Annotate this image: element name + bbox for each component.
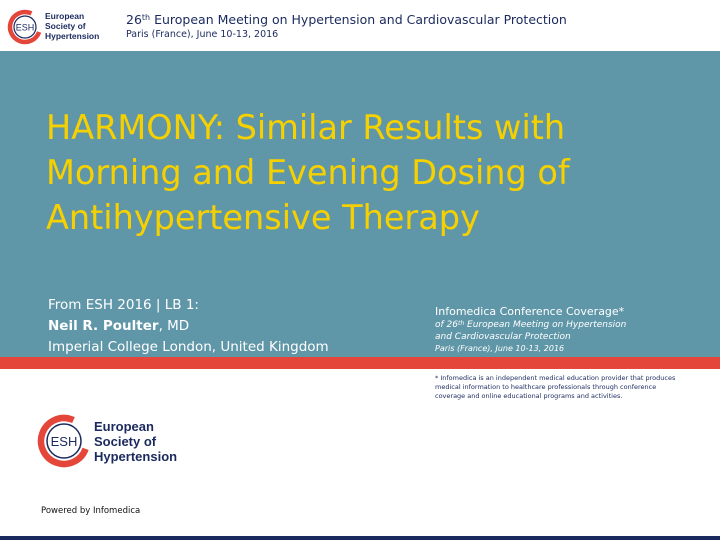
meeting-title: 26th European Meeting on Hypertension and Cardiovascular Protection <box>126 12 567 27</box>
svg-text:Hypertension: Hypertension <box>94 449 178 464</box>
slide-title: HARMONY: Similar Results with Morning and Evening Dosing of Antihypertensive Therapy <box>46 108 570 237</box>
coverage-line-3: Paris (France), June 10-13, 2016 <box>435 344 565 353</box>
esh-logo-icon <box>6 7 112 47</box>
powered-by: Powered by Infomedica <box>41 506 141 516</box>
bottom-rule <box>0 536 720 540</box>
presenter-affiliation: Imperial College London, United Kingdom <box>48 339 329 355</box>
svg-text:ESH: ESH <box>15 22 35 33</box>
svg-text:European: European <box>94 419 154 434</box>
svg-text:ESH: ESH <box>50 434 78 449</box>
coverage-title: Infomedica Conference Coverage* <box>435 305 625 318</box>
svg-text:Society of: Society of <box>45 21 86 31</box>
esh-logo-icon <box>36 410 196 472</box>
meeting-info <box>126 12 567 41</box>
coverage-line-2: and Cardiovascular Protection <box>435 332 571 342</box>
presenter-name: Neil R. Poulter <box>48 318 159 334</box>
svg-text:European: European <box>45 11 85 21</box>
slide-header <box>0 0 720 51</box>
meeting-subtitle: Paris (France), June 10-13, 2016 <box>126 29 279 40</box>
presenter-block <box>48 295 329 358</box>
title-panel <box>0 51 720 357</box>
svg-text:Society of: Society of <box>94 434 157 449</box>
accent-bar <box>0 357 720 369</box>
coverage-line-1: of 26th European Meeting on Hypertension <box>435 320 627 330</box>
coverage-block <box>435 304 626 354</box>
presenter-line: Neil R. Poulter, MD <box>48 318 190 334</box>
session-label: From ESH 2016 | LB 1: <box>48 297 199 313</box>
svg-text:Hypertension: Hypertension <box>45 31 100 41</box>
footnote: * Infomedica is an independent medical education provider that produces medical information to healthcare professionals through conference coverage and online educational programs and activities. <box>435 374 676 400</box>
